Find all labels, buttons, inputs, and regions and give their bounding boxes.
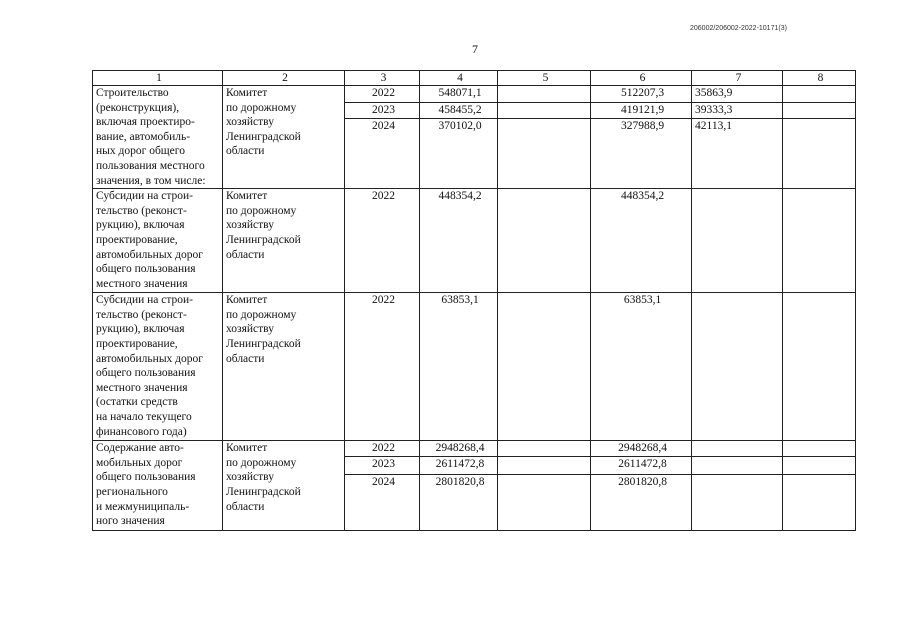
value-cell-col6: 63853,1 [591,293,692,441]
value-cell-col7 [692,293,783,441]
table-row [93,293,856,441]
value-cell-col6: 448354,2 [591,189,692,293]
activity-name-cell: Субсидии на строи- тельство (реконст- рукцию), включая проектирование, автомобильных дорог общего пользования местного значения (остатки средств на начало текущего финансового года) [93,293,223,441]
value-cell-col7: 42113,1 [692,119,783,189]
value-cell-col5 [498,86,591,103]
organization-cell: Комитет по дорожному хозяйству Ленинградской области [223,86,345,189]
value-cell-col5 [498,293,591,441]
value-cell-col4: 2948268,4 [420,441,498,457]
page-number: 7 [472,42,478,56]
value-cell-col4: 2611472,8 [420,457,498,475]
value-cell-col7 [692,189,783,293]
value-cell-col8 [783,457,856,475]
value-cell-col5 [498,475,591,531]
value-cell-col6: 2611472,8 [591,457,692,475]
header-cell-6: 6 [591,71,692,86]
value-cell-col5 [498,119,591,189]
header-cell-7: 7 [692,71,783,86]
header-cell-2: 2 [223,71,345,86]
value-cell-col8 [783,86,856,103]
value-cell-col4: 458455,2 [420,103,498,119]
value-cell-col6: 2801820,8 [591,475,692,531]
header-cell-8: 8 [783,71,856,86]
header-cell-3: 3 [345,71,420,86]
value-cell-col5 [498,103,591,119]
value-cell-col7: 35863,9 [692,86,783,103]
year-cell: 2022 [345,293,420,441]
organization-cell: Комитет по дорожному хозяйству Ленинградской области [223,441,345,531]
header-cell-4: 4 [420,71,498,86]
activity-name-cell: Содержание авто- мобильных дорог общего пользования регионального и межмуниципаль- ного значения [93,441,223,531]
table-row [93,86,856,103]
activity-name-cell: Субсидии на строи- тельство (реконст- рукцию), включая проектирование, автомобильных дорог общего пользования местного значения [93,189,223,293]
value-cell-col8 [783,189,856,293]
funding-table [92,70,856,531]
year-cell: 2022 [345,189,420,293]
activity-name-cell: Строительство (реконструкция), включая проектиро- вание, автомобиль- ных дорог общего пользования местного значения, в том числе: [93,86,223,189]
year-cell: 2024 [345,119,420,189]
value-cell-col7 [692,441,783,457]
value-cell-col7 [692,475,783,531]
value-cell-col4: 370102,0 [420,119,498,189]
value-cell-col8 [783,441,856,457]
value-cell-col4: 63853,1 [420,293,498,441]
organization-cell: Комитет по дорожному хозяйству Ленинградской области [223,293,345,441]
value-cell-col6: 2948268,4 [591,441,692,457]
value-cell-col8 [783,293,856,441]
header-row [93,71,856,86]
value-cell-col4: 448354,2 [420,189,498,293]
value-cell-col6: 327988,9 [591,119,692,189]
year-cell: 2022 [345,441,420,457]
year-cell: 2024 [345,475,420,531]
table-row [93,441,856,457]
table-row [93,189,856,293]
value-cell-col4: 548071,1 [420,86,498,103]
value-cell-col8 [783,103,856,119]
document-id: 206002/206002-2022-10171(3) [690,25,787,32]
value-cell-col8 [783,119,856,189]
value-cell-col5 [498,189,591,293]
value-cell-col8 [783,475,856,531]
value-cell-col6: 512207,3 [591,86,692,103]
year-cell: 2023 [345,103,420,119]
year-cell: 2022 [345,86,420,103]
header-cell-1: 1 [93,71,223,86]
value-cell-col6: 419121,9 [591,103,692,119]
year-cell: 2023 [345,457,420,475]
value-cell-col5 [498,441,591,457]
header-cell-5: 5 [498,71,591,86]
value-cell-col4: 2801820,8 [420,475,498,531]
organization-cell: Комитет по дорожному хозяйству Ленинградской области [223,189,345,293]
value-cell-col7: 39333,3 [692,103,783,119]
value-cell-col5 [498,457,591,475]
value-cell-col7 [692,457,783,475]
